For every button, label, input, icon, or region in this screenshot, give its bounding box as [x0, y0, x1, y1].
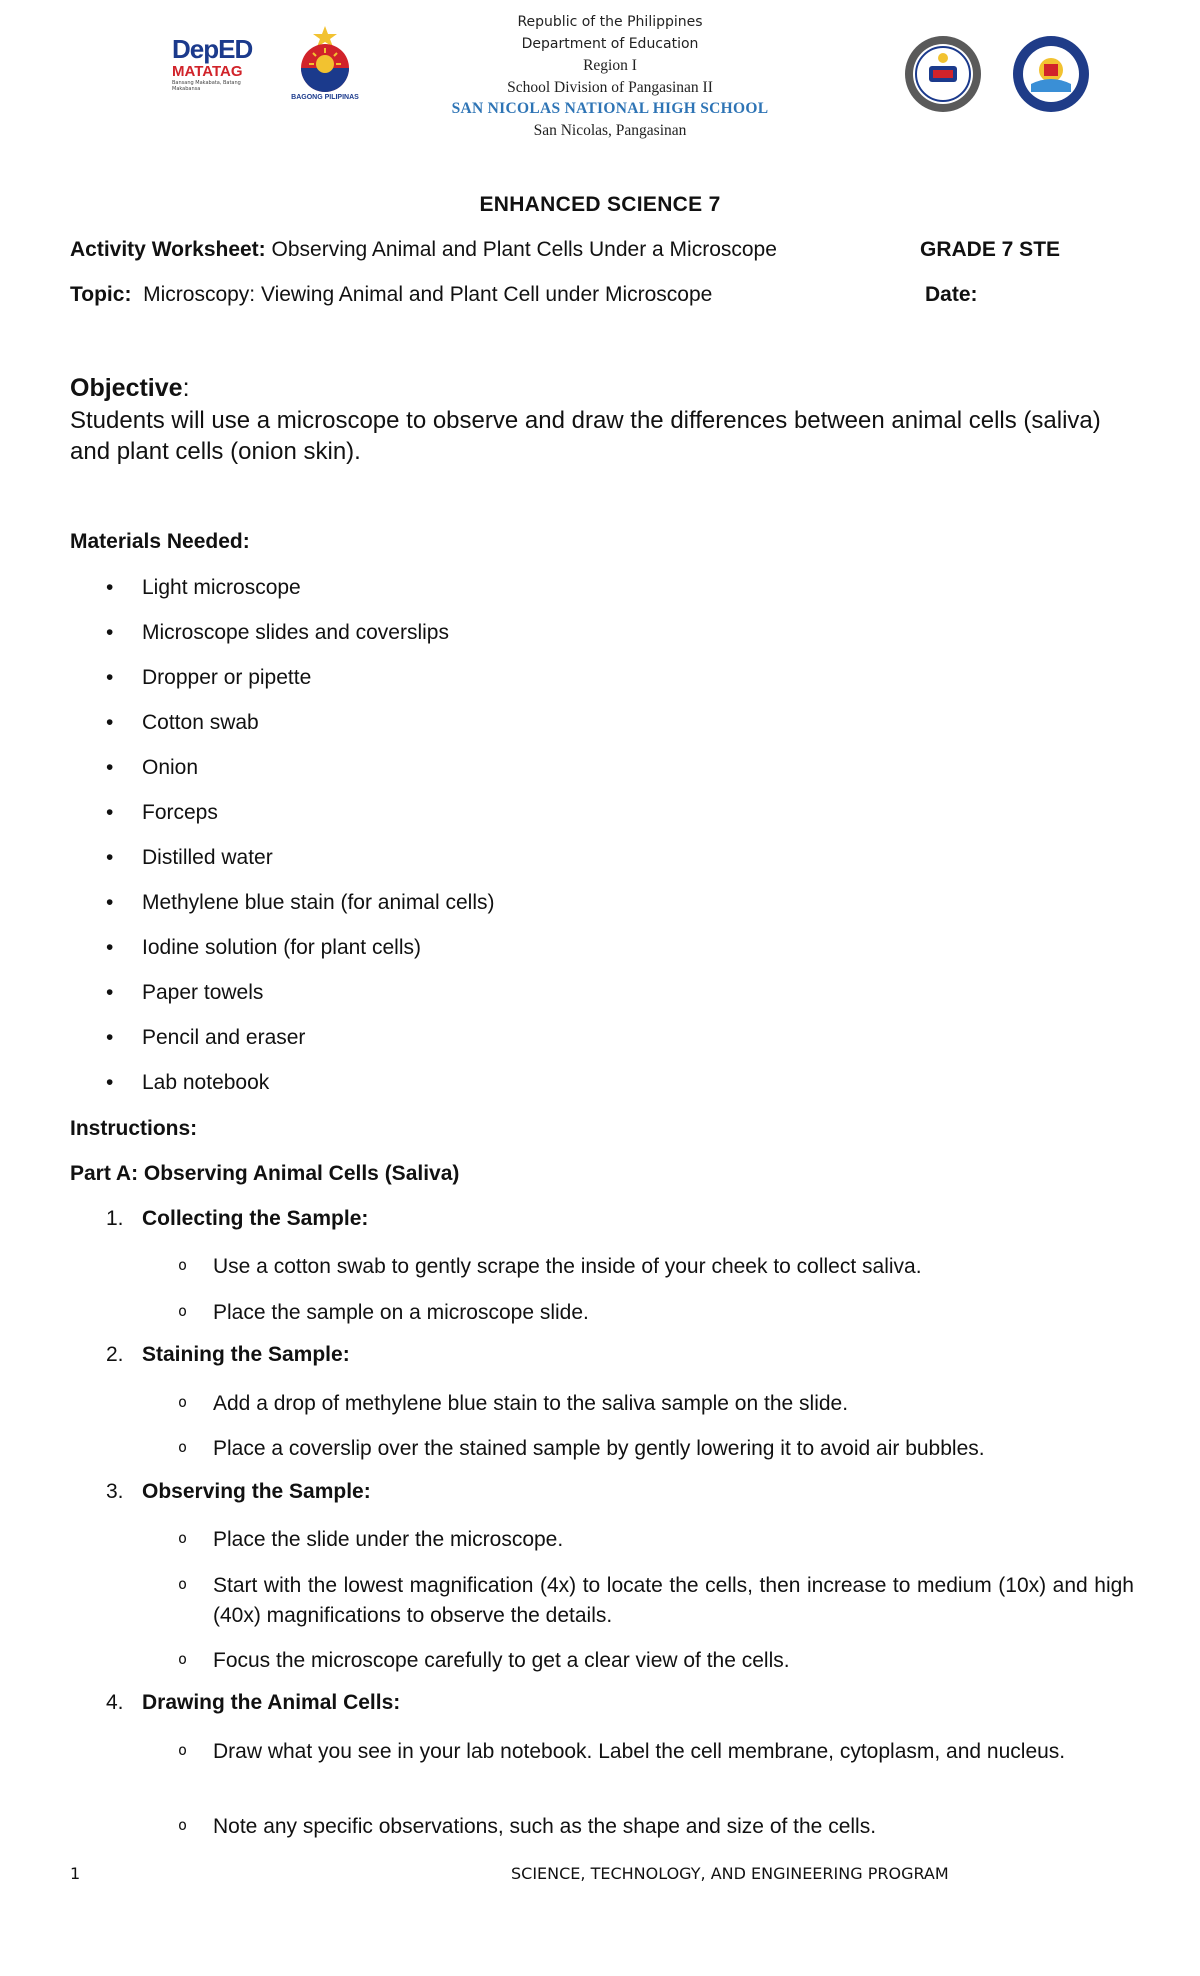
- step-number: 1.: [106, 1207, 124, 1230]
- circle-bullet-icon: o: [178, 1256, 188, 1274]
- division-seal-icon: [1011, 34, 1091, 114]
- topic-label: Topic:: [70, 283, 132, 306]
- bullet-icon: •: [106, 891, 114, 914]
- substep-text: Focus the microscope carefully to get a clear view of the cells.: [213, 1649, 790, 1672]
- part-a-heading: Part A: Observing Animal Cells (Saliva): [70, 1162, 460, 1185]
- circle-bullet-icon: o: [178, 1529, 188, 1547]
- date-label: Date:: [925, 283, 978, 306]
- circle-bullet-icon: o: [178, 1741, 188, 1759]
- document-title: ENHANCED SCIENCE 7: [479, 193, 721, 216]
- letterhead-location: San Nicolas, Pangasinan: [533, 121, 687, 139]
- step-title: Observing the Sample:: [142, 1480, 371, 1503]
- bullet-icon: •: [106, 981, 114, 1004]
- letterhead-region: Region I: [583, 57, 637, 74]
- circle-bullet-icon: o: [178, 1302, 188, 1320]
- objective-heading-text: Objective: [70, 374, 183, 402]
- bagong-pilipinas-logo: [285, 24, 365, 108]
- letterhead-header: [0, 0, 1200, 150]
- substep-text: Note any specific observations, such as the shape and size of the cells.: [213, 1815, 877, 1838]
- bullet-icon: •: [106, 1071, 114, 1094]
- topic-value: Microscopy: Viewing Animal and Plant Cell under Microscope: [131, 283, 713, 306]
- material-text: Forceps: [142, 801, 218, 824]
- substep-text: Use a cotton swab to gently scrape the inside of your cheek to collect saliva.: [213, 1255, 922, 1278]
- letterhead-school-name: SAN NICOLAS NATIONAL HIGH SCHOOL: [451, 100, 769, 117]
- circle-bullet-icon: o: [178, 1438, 188, 1456]
- topic-row: [70, 283, 712, 307]
- activity-row: [70, 238, 777, 262]
- school-seal-logo: [903, 34, 983, 114]
- step-title: Staining the Sample:: [142, 1343, 350, 1366]
- bullet-icon: •: [106, 846, 114, 869]
- step-number: 2.: [106, 1343, 124, 1366]
- deped-wordmark: DepED: [172, 34, 253, 64]
- bullet-icon: •: [106, 1026, 114, 1049]
- division-seal-logo: [1011, 34, 1091, 114]
- objective-text: Students will use a microscope to observe and draw the differences between animal cells (saliva) and plant cells (onion skin).: [70, 407, 1101, 465]
- letterhead-text-block: [380, 12, 840, 141]
- material-text: Lab notebook: [142, 1071, 270, 1094]
- substep-text: Place the sample on a microscope slide.: [213, 1301, 589, 1324]
- objective-colon: :: [182, 374, 190, 402]
- substep-text: Add a drop of methylene blue stain to the saliva sample on the slide.: [213, 1392, 849, 1415]
- material-text: Onion: [142, 756, 199, 779]
- letterhead-department: Department of Education: [521, 35, 699, 52]
- step-title: Collecting the Sample:: [142, 1207, 369, 1230]
- program-name: SCIENCE, TECHNOLOGY, AND ENGINEERING PROGRAM: [511, 1864, 949, 1883]
- material-text: Pencil and eraser: [142, 1026, 306, 1049]
- circle-bullet-icon: o: [178, 1575, 188, 1593]
- substep-text: Place the slide under the microscope.: [213, 1528, 564, 1551]
- bullet-icon: •: [106, 621, 114, 644]
- substep-text: Start with the lowest magnification (4x) to locate the cells, then increase to medium (10x) and high (40x) magnifications to observe the details.: [213, 1574, 1134, 1627]
- step-number: 3.: [106, 1480, 124, 1503]
- substep-text: Place a coverslip over the stained sample by gently lowering it to avoid air bubbles.: [213, 1437, 985, 1460]
- instructions-heading: Instructions:: [70, 1117, 198, 1140]
- bagong-pilipinas-text: BAGONG PILIPINAS: [291, 94, 359, 101]
- material-text: Cotton swab: [142, 711, 259, 734]
- substep-text: Draw what you see in your lab notebook. Label the cell membrane, cytoplasm, and nucleus.: [213, 1740, 1066, 1763]
- materials-heading: Materials Needed:: [70, 530, 250, 553]
- material-text: Light microscope: [142, 576, 301, 599]
- material-text: Paper towels: [142, 981, 264, 1004]
- bullet-icon: •: [106, 801, 114, 824]
- material-text: Dropper or pipette: [142, 666, 312, 689]
- deped-matatag-logo: [172, 34, 252, 104]
- step-number: 4.: [106, 1691, 124, 1714]
- material-text: Distilled water: [142, 846, 273, 869]
- circle-bullet-icon: o: [178, 1650, 188, 1668]
- school-seal-icon: [903, 34, 983, 114]
- bullet-icon: •: [106, 666, 114, 689]
- material-text: Iodine solution (for plant cells): [142, 936, 421, 959]
- activity-label: Activity Worksheet:: [70, 238, 266, 261]
- objective-heading: [70, 374, 190, 403]
- letterhead-republic: Republic of the Philippines: [517, 14, 703, 30]
- grade-label: GRADE 7 STE: [920, 238, 1061, 261]
- bullet-icon: •: [106, 936, 114, 959]
- letterhead-division: School Division of Pangasinan II: [507, 78, 713, 96]
- page-number: 1: [70, 1864, 81, 1883]
- page-footer: [0, 1864, 1200, 1888]
- activity-value: Observing Animal and Plant Cells Under a Microscope: [265, 238, 777, 261]
- material-text: Methylene blue stain (for animal cells): [142, 891, 495, 914]
- matatag-wordmark: MATATAG: [172, 63, 243, 80]
- bullet-icon: •: [106, 756, 114, 779]
- step-title: Drawing the Animal Cells:: [142, 1691, 401, 1714]
- circle-bullet-icon: o: [178, 1816, 188, 1834]
- bullet-icon: •: [106, 711, 114, 734]
- circle-bullet-icon: o: [178, 1393, 188, 1411]
- matatag-tagline: Bansang Makabata, Batang Makabansa: [172, 80, 241, 92]
- bullet-icon: •: [106, 576, 114, 599]
- bagong-pilipinas-emblem-icon: [285, 24, 365, 96]
- material-text: Microscope slides and coverslips: [142, 621, 449, 644]
